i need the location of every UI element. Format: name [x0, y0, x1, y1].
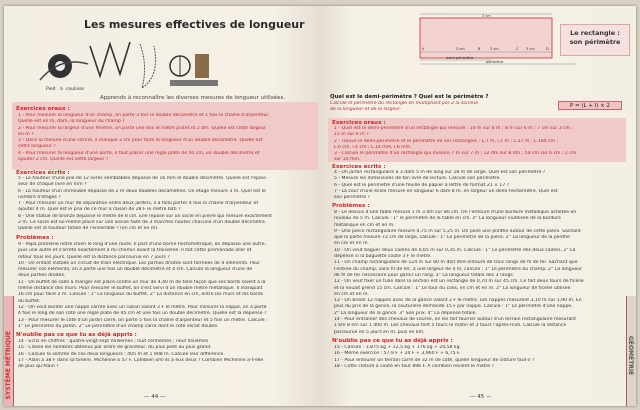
list-item: 11 - Un buffet de salle à manger est placé contre un mur de 4,40 m de telle façon que ses bords soient à la [18, 279, 266, 285]
list-item: 15 - Calcule : 3,875 kg + 12,5 kg + 176 kg + 24,58 kg. [334, 345, 461, 350]
right-sidebar-label: GÉOMÉTRIE [627, 336, 634, 376]
list-item: 1° Le périmètre du jardin. 2° Le périmètre d'un champ carré dont le côté serait double. [18, 323, 219, 329]
list-item: plus du prix de la gance, la couturière demande 15 F par nappe. Calcule : 1° Le périmètre d'une nappe. [334, 304, 573, 310]
left-page [4, 6, 320, 406]
list-item: 13 - Pour mesurer le côté d'un jardin carré, on porte 5 fois la chaîne d'arpenteur et 5 fois un mètre. Calcule : [18, 317, 268, 323]
perimeter-formula: P = (L + l) × 2 [558, 101, 622, 110]
right-title-line2: son périmètre [569, 38, 621, 46]
left-sidebar-label: SYSTÈME MÉTRIQUE [5, 331, 12, 400]
right-title-box [560, 24, 630, 56]
vertex-a-label: A [422, 47, 425, 51]
list-item: de fil de fer nécessaire pour garnir un rang. 3° La longueur totale des 3 rangs. [334, 272, 515, 278]
list-item: même distance des murs. Pour mesurer le buffet, on s'est servi d'un double mètre métallique. Il manquait [18, 286, 263, 292]
list-item: du buffet. [18, 298, 41, 304]
list-item: parcourue en 5 jours en m, puis en km. [334, 329, 425, 335]
right-oraux-list [334, 126, 626, 164]
list-item: 15 m sur 6 m ? [334, 132, 369, 138]
list-item: 10 - On veut baguer deux cadres de 0,65 m sur 0,35 m. Calcule : 1° Le périmètre des deux cadres. 2° La [334, 247, 576, 253]
list-item: 4 fois le long de son côté une règle plate de 45 cm et une fois un double décimètre. Quelle est la dépense ? [18, 311, 267, 317]
list-item: deux parties droites. [18, 273, 66, 279]
list-item: retour tous les jours. Quelle est la distance parcourue en 7 jours ? [18, 254, 170, 260]
list-item: 17 - Alain a 38 F dans sa tirelire. Micheline a 57 F. Combien ont-ils à eux deux ? Combien Micheline a-t-elle [18, 357, 264, 363]
list-item: en cm et en m. [334, 291, 369, 297]
list-item: 6 - La hauteur d'un immeuble dépasse de 2 m deux doubles décamètres. Un étage mesure 3 m. Quel est le [18, 188, 266, 194]
right-page-number: — 45 — [470, 394, 492, 400]
list-item: 2 m. Ce socle est lui-même placé sur une assise faite de 3 marches hautes chacune d'un double décimètre. [18, 220, 267, 226]
list-item: de plus qu'Alain ? [18, 364, 59, 370]
right-problemes-list [334, 210, 626, 336]
list-item: métallique en cm et en m. [334, 222, 395, 228]
right-section-oraux: Exercices oraux : [332, 120, 386, 126]
list-item: 7 - La cour d'une école mesure en longueur 6 dam 8 m, en largeur un demi-hectomètre. Quel est [334, 188, 558, 194]
list-item: 1 - Quel est le demi-périmètre d'un rectangle qui mesure : 10 m sur 6 m ; 8 m sur 6 m ; 7 cm sur 3 cm ; [334, 126, 574, 131]
seg-2-label: 3 cm [490, 47, 499, 51]
rule-line: de la longueur et de la largeur. [330, 107, 402, 113]
list-item: 1 - Pour mesurer la longueur d'un champ, on porte 3 fois le double décamètre et 1 fois la chaîne d'arpenteur. [18, 113, 270, 118]
list-item: ajouter 4 m. Quel est le prix de ce mur à raison de 28 F le mètre bâti ? [18, 207, 181, 213]
right-section-oublie: N'oublie pas ce que tu as déjà appris : [332, 338, 453, 344]
list-item: 4 - Un jardin rectangulaire a 3 dam 5 m de long sur 18 m de large. Quel est son périmètre ? [334, 170, 546, 175]
list-item: 4 - Pour mesurer la longueur d'une porte, il faut placer une règle plate de 50 cm, un double décimètre et [18, 150, 260, 156]
demi-perimetre-label: demi-périmètre [446, 56, 474, 60]
measuring-tools-illustration [30, 36, 220, 94]
list-item: Quelle est la hauteur totale de l'ensemble ? (en cm et en m). [18, 226, 159, 232]
seg-3-label: 3 cm [526, 47, 535, 51]
perimetre-label: périmètre [486, 60, 504, 64]
folding-rule-icon [90, 42, 130, 76]
book-spread [4, 6, 636, 406]
list-item: Quelle est en m, dam, la longueur du champ ? [18, 119, 125, 125]
left-ecrits-list [18, 176, 318, 233]
list-item: 12 - On veut border une nappe carrée avec un ruban valant 2 F le mètre. Pour mesurer la nappe, on a porté [18, 304, 267, 310]
left-section-problemes: Problèmes : [16, 235, 54, 241]
list-item: 14 - Pour entraîner des chevaux de course, on les fait tourner autour d'un terrain rectangulaire mesurant [334, 317, 576, 323]
left-page-number: — 44 — [144, 394, 166, 400]
list-item: 2 - Trouve le demi-périmètre et le périmètre de ces rectangles : L.7 m, l.1 m ; L.27 m ; L.180 cm ; [334, 138, 559, 144]
list-item: 1 km 8 hm sur 1 400 m. Les chevaux font 5 tours le matin et 3 tours l'après-midi. Calcule la distance [334, 323, 567, 329]
list-item: 13 - On brode 12 nappes avec de la gance valant 2 F le mètre. Les nappes mesurent 3,10 m sur 1,90 m. En [334, 298, 582, 304]
list-item: ajouter 2 cm. Quelle est cette largeur ? [18, 157, 109, 163]
left-problemes-list [18, 242, 318, 330]
list-item: son périmètre ? [334, 195, 371, 201]
right-title-line1: Le rectangle : [570, 29, 620, 37]
left-section-oraux: Exercices oraux : [16, 106, 70, 112]
illus-label-3: coulisse [66, 87, 85, 92]
list-item: 17 - Pour entourer un terrain carré de 32 m de côté, quelle longueur de clôture faut-il ? [334, 357, 535, 363]
list-item: l'entrée du champ, sans fil de fer, a une largeur de 4 m, calcule : 1° Le périmètre du champ. 2° La longueur [334, 266, 583, 272]
list-item: 3 - Dans la mesure d'une vitrine, il manque 2 cm pour faire la longueur d'un double décamètre. Quelle est [18, 138, 263, 144]
right-oublie-list [334, 345, 626, 370]
list-item: 8 - Le dessus d'une table mesure 1 m 3 dm sur 80 cm. On l'entoure d'une bordure métallique achetée en [334, 210, 577, 215]
list-item: que la porte mesure 72 cm de large, calcule : 1° Le périmètre de la pièce. 2° La longueur de la plinthe [334, 235, 570, 241]
caliper-icon [170, 80, 218, 86]
illus-label-1: Pied [46, 87, 56, 92]
left-oublie-list [18, 339, 318, 370]
surveyor-chain-icon [140, 44, 156, 88]
list-item: 7 - Pour mesurer un mur de séparation entre deux jardins, il a fallu porter 4 fois la chaîne d'arpenteur et [18, 201, 259, 207]
left-page-title: Les mesures effectives de longueur [84, 18, 305, 31]
list-item: 16 - Calcule la somme de ces deux longueurs : 405 m et 1 908 m. Calcule leur différence. [18, 351, 225, 357]
left-caption: Apprends à reconnaître les diverses mesures de longueur utilisées. [100, 95, 286, 101]
list-item: 5 - La hauteur d'une pile de 12 livres semblables dépasse de 16 mm le double décimètre. Quelle est l'épais- [18, 176, 268, 181]
list-item: 16 - Même exercice : 57,9 F + 24 F + 3,960 F + 6,75 F. [334, 351, 461, 357]
right-page [320, 6, 636, 406]
list-item: puis une autre et s'arrête exactement à mi-chemin avant la troisième. Il fait cette promenade aller et [18, 248, 252, 254]
list-item: nombre d'étages ? [18, 194, 61, 200]
list-item: 11 - Un champ rectangulaire de 124 m sur 60 m doit être entouré de trois rangs de fil de fer. Sachant que [334, 260, 578, 266]
list-item: 10 - Un enfant installe un circuit de train électrique. Les parties droites sont formées de 4 éléments. Pour [18, 260, 261, 266]
right-ecrits-list [334, 170, 626, 201]
right-section-ecrits: Exercices écrits : [332, 164, 386, 170]
list-item: rouleau de 5 m. Calcule : 1° le périmètre de la table en cm. 2° La longueur inutilisée de la bordure [334, 216, 561, 222]
left-section-ecrits: Exercices écrits : [16, 170, 70, 176]
list-item: 9 - Papa promène notre chien le long d'une route. Il part d'une borne hectométrique, en dépasse une autre, [18, 242, 267, 247]
vertex-b-label: B [478, 47, 481, 51]
list-item: en m ? [18, 131, 34, 137]
list-item: 5 - Mesure les dimensions de ton livre de lecture. Calcule son périmètre. [334, 176, 501, 182]
list-item: 3 - Calcule le périmètre d'un rectangle qui mesure 7 m sur 7 m ; 12 dm sur 8 dm ; 54 cm sur 6 cm ; 2 cm [334, 151, 577, 157]
tape-box-icon [195, 54, 209, 78]
list-item: dépense si la baguette coûte 3 F le mètre. [334, 254, 432, 260]
list-item: 6 - Quel est le périmètre d'une feuille de papier à lettre de format 21 × 17 ? [334, 182, 510, 188]
illus-label-2: à [60, 87, 63, 92]
vertex-d-label: D [546, 47, 549, 51]
list-item: cette longueur ? [18, 144, 56, 150]
list-item: 15 - Classe les nombres obtenus par ordre de grandeur, du plus petit au plus grand. [18, 345, 212, 351]
seg-1-label: 3 cm [456, 47, 465, 51]
list-item: 9 - Une pièce rectangulaire mesure 4,75 m sur 5,25 m. On pose une plinthe autour de cette pièce. Sachant [334, 228, 581, 234]
top-dimension-label: 3 cm [482, 14, 491, 18]
list-item: sur 10 mm. [334, 157, 361, 163]
list-item: en cm et en m. [334, 241, 369, 247]
list-item: mesurer ces éléments, on a porté une fois un double décimètre et 4 cm. Calcule la longueur d'une de [18, 267, 253, 273]
list-item: 8 - Une statue de bronze dépasse le mètre de 8 cm. Elle repose sur un socle en pierre qui mesure exactement [18, 213, 272, 219]
vertex-c-label: C [516, 47, 519, 51]
rule-text [330, 101, 555, 114]
list-item: 2 - Pour mesurer la largeur d'une fenêtre, on porte une fois le mètre pliant et 2 dm. Quelle est cette largeur [18, 125, 266, 131]
rule-line: Calcule le périmètre du rectangle en multipliant par 2 la somme [330, 101, 478, 106]
list-item: 14 - Écris en chiffres : quatre-vingt-sept millièmes ; huit centièmes ; neuf dixièmes [18, 339, 209, 344]
list-item: 2° La longueur de la gance. 3° Son prix. 4° La dépense totale. [334, 310, 477, 316]
left-section-oublie: N'oublie pas ce que tu as déjà appris : [16, 332, 137, 338]
list-item: 12 - On veut fixer un tulle dans la section est un rectangle de 0,70 m sur 45 cm. Ce fait deux tours de ficelle [334, 279, 584, 285]
list-item: 18 - Cette clôture a coûté en tout 896 F. A combien revient le mètre ? [334, 363, 494, 369]
left-oraux-list [18, 113, 318, 163]
list-item: 16 cm pour faire 2 m. Calcule : 1° La longueur du buffet. 2° La distance en cm, entre les murs et les bords [18, 292, 264, 298]
list-item: et la nouait prend 15 cm. Calcule : 1° Le tour du colis, en cm et en m. 2° La longueur de ficelle utilisée [334, 285, 571, 291]
list-item: L.6 cm, l.4 cm ; L.14 mm, l.6 mm. [334, 144, 412, 150]
right-section-problemes: Problèmes : [332, 203, 370, 209]
list-item: seur de chaque livre en mm ? [18, 182, 87, 188]
rule-question: Quel est le demi-périmètre ? Quel est le périmètre ? [330, 94, 489, 100]
